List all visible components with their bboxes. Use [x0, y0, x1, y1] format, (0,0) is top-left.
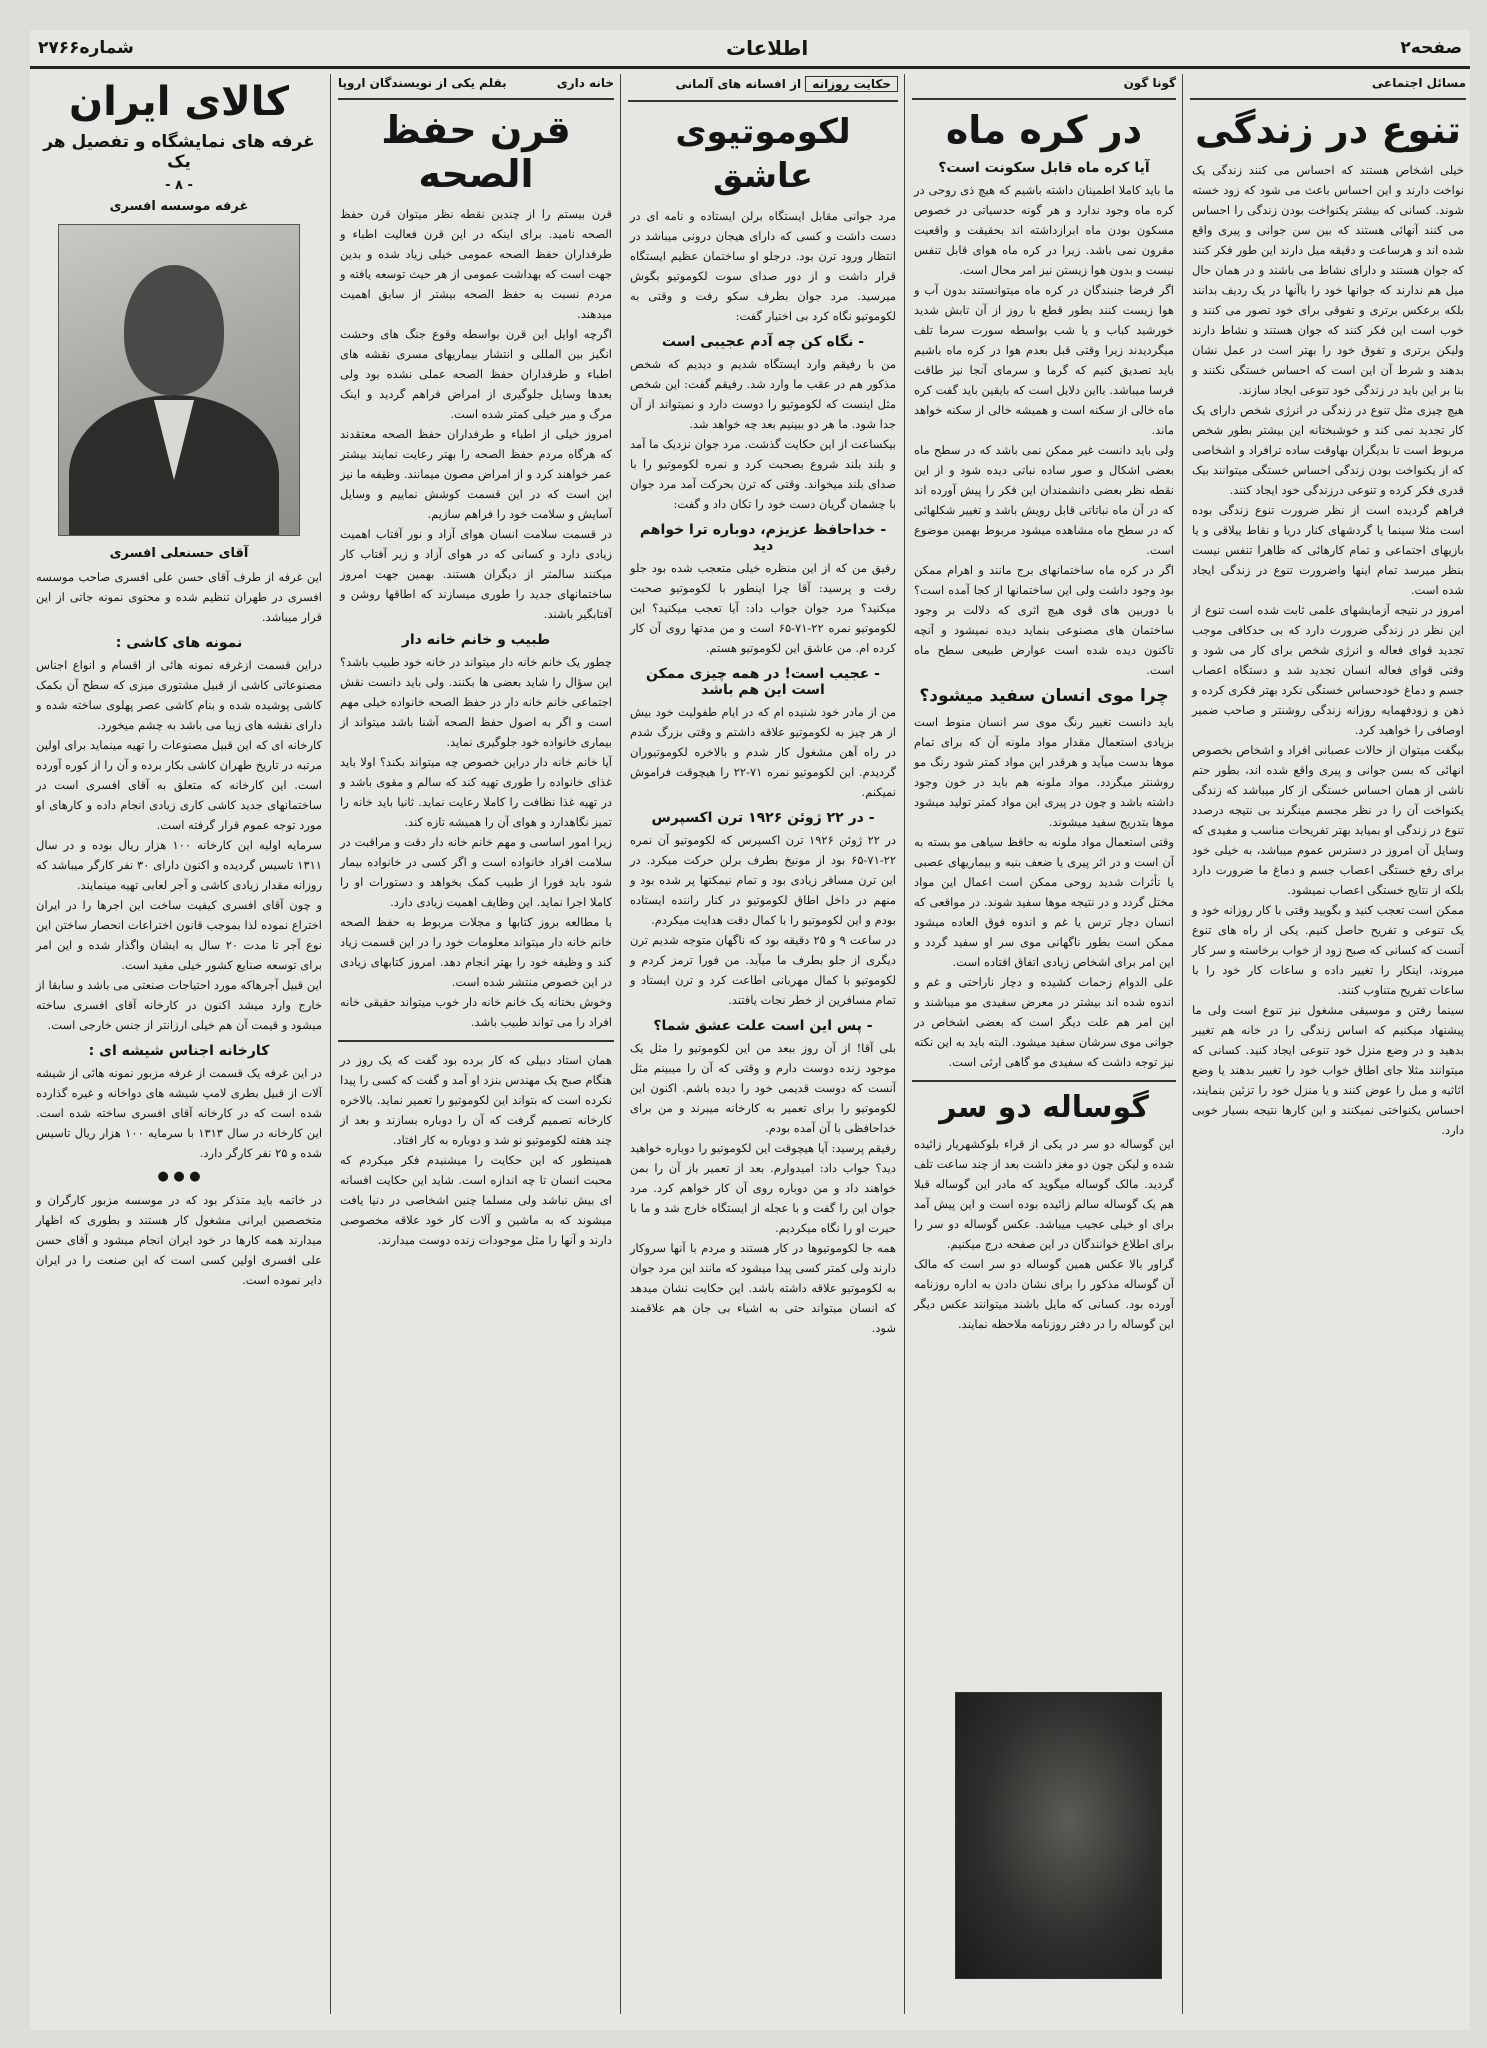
paragraph: من از مادر خود شنیده ام که در ایام طفولیت خود بیش از هر چیز به لکوموتیو علاقه داشتم و وقتی بزرگ شدم در راه آهن مشغول کار شدم و بالاخره لکوموتیوران گردیدم. این لکوموتیو نمره ۷۱-۲۲ را هیچوقت فراموش نمیکنم. [630, 705, 896, 799]
paragraph: وخوش بختانه یک خانم خانه دار خوب میتواند حقیقی خانه افراد را می تواند طبیب باشد. [340, 995, 612, 1029]
paragraph: هیچ چیزی مثل تنوع در زندگی در انرژی شخص دارای یک کار تجدید نمی کند و خوشبختانه این بیشتر بطور شخص مربوط است تا بدیگران بهاوقت ساده ترافراد و اشخاصی که از یکنواخت بودن زندگی احساس خستگی میتوانند بیک قدری فکر کرده و تنوعی درزندگی خود ایجاد کنند. [1192, 403, 1464, 497]
paragraph: اگرچه اوایل این قرن بواسطه وقوع جنگ های وحشت انگیز بین المللی و انتشار بیماریهای مسری نقشه های اطباء و طرفداران حفظ الصحه عملی نشده بود ولی بعدها وسایل جلوگیری از امراض فراهم گردید و اینک مرگ و میر خیلی کمتر شده است. [340, 327, 612, 421]
paragraph: ما باید کاملا اطمینان داشته باشیم که هیچ ذی روحی در کره ماه وجود ندارد و هر گونه حدسیاتی در خصوص مسکون بودن ماه ابرازداشته اند بحقیقت و واقعیت مقرون نمی باشد. زیرا در کره ماه هوای قابل تنفس نیست و بدون هوا زیستن نیز امر محال است. [914, 183, 1174, 277]
article-hygiene-century [334, 74, 618, 2014]
paragraph: ولی باید دانست غیر ممکن نمی باشد که در سطح ماه بعضی اشکال و صور ساده نباتی دیده شود و از این نقطه نظر بعضی دانشمندان این فکر را پیش آورده اند که در آن ماه نباتاتی قابل رویش باشد و تغییر شکلهائی که در سطح ماه مشاهده میشود مربوط بهمین موضوع است. [914, 443, 1174, 557]
paragraph: چطور یک خانم خانه دار میتواند در خانه خود طبیب باشد؟ این سؤال را شاید بعضی ها بکنند. ولی باید دانست نقش اجتماعی خانم خانه دار در حفظ الصحه خانواده خیلی مهم است و اگر به اصول حفظ الصحه آشنا باشد میتواند از بیماری خانواده خود جلوگیری نماید. [340, 655, 612, 749]
kicker-text: بقلم یکی از نویسندگان اروپا [338, 76, 507, 90]
article-title: لکوموتیوی عاشق [675, 112, 851, 196]
article-title: در کره ماه [945, 108, 1143, 152]
paragraph: با مطالعه بروز کتابها و مجلات مربوط به حفظ الصحه خانم خانه دار میتواند معلومات خود را در این قسمت زیاد کند و وظیفه خود را بهتر انجام دهد. امروز کتابهای زیادی در این خصوص منتشر شده است. [340, 915, 612, 989]
article-title: قرن حفظ الصحه [381, 108, 571, 196]
paragraph: همینطور که این حکایت را میشنیدم فکر میکردم که محبت انسان تا چه اندازه است. شاید این حکایت افسانه ای بیش نباشد ولی مسلما چنین اشخاصی در دنیا یافت میشوند که به ماشین و آلات کار خود علاقه مخصوصی دارند و آنها را مثل موجودات زنده دوست میدارند. [340, 1153, 612, 1247]
paragraph: امروز خیلی از اطباء و طرفداران حفظ الصحه معتقدند که هرگاه مردم حفظ الصحه را بهتر رعایت نمایند بیشتر عمر خواهند کرد و از امراض مصون میمانند. وظیفه ما نیز این است که در این قسمت کوشش نماییم و وسایل آسایش و سلامت خود را فراهم سازیم. [340, 427, 612, 521]
paragraph: در خاتمه باید متذکر بود که در موسسه مزبور کارگران و متخصصین ایرانی مشغول کار هستند و بطوری که اظهار میدارند همه کارها در خود ایران انجام میشود و آقای حسن علی افسری اولین کسی است که این صنعت را در ایران دایر نموده است. [36, 1193, 322, 1287]
paragraph: وقتی استعمال مواد ملونه به حافظ سیاهی مو بسته به آن است و در اثر پیری یا ضعف بنیه و بیماریهای عصبی یا تأثرات شدید روحی ممکن است اعمال این مواد مختل گردد و در نتیجه موها سفید شوند. در مواقعی که انسان دچار ترس یا غم و اندوه فوق العاده میشود ممکن است بطور ناگهانی موی سر او سفید گردد و این امر برای اشخاص زیادی اتفاق افتاده است. [914, 835, 1174, 969]
paragraph: در این غرفه یک قسمت از غرفه مزبور نمونه هائی از شیشه آلات از قبیل بطری لامپ شیشه های دواخانه و غیره گذارده شده است که در کارخانه آقای افسری ساخته شده است. این کارخانه در سال ۱۳۱۳ با سرمایه ۱۰۰ هزار ریال تاسیس شده و ۲۵ نفر کارگر دارد. [36, 1066, 323, 1160]
issue-number: شماره۲۷۶۶ [38, 38, 134, 58]
photo-caption: آقای حسنعلی افسری [109, 546, 249, 561]
article-social-variety [1186, 74, 1470, 2014]
divider [1190, 98, 1466, 100]
subheading: کارخانه اجناس شیشه ای : [88, 1043, 270, 1059]
section-kicker [338, 76, 614, 90]
section-kicker [628, 76, 898, 92]
kicker-box: حکایت روزانه [805, 76, 898, 92]
article-iran-goods [30, 74, 328, 2014]
kicker-text: از افسانه های آلمانی [675, 77, 802, 91]
section-kicker: مسائل اجتماعی [1371, 76, 1466, 90]
paragraph: رفیقم پرسید: آیا هیچوقت این لکوموتیو را دوباره خواهید دید؟ جواب داد: امیدوارم. بعد از تعمیر باز آن را بمن خواهند داد و من دوباره روی آن کار خواهم کرد. مرد جوان این را گفت و با عجله از ایستگاه خارج شد و ما با حیرت او را نگاه میکردیم. [630, 1141, 896, 1235]
divider [912, 1080, 1176, 1082]
portrait-photo [58, 224, 300, 536]
dialogue-line: - خداحافظ عزیزم، دوباره ترا خواهم دید [639, 522, 887, 554]
divider [912, 98, 1176, 100]
dialogue-line: - عجیب است! در همه چیزی ممکن است این هم باشد [646, 666, 880, 698]
article-subtitle: غرفه های نمایشگاه و تفصیل هر یک [43, 132, 315, 172]
paragraph: گراور بالا عکس همین گوساله دو سر است که مالک آن گوساله مذکور را برای نشان دادن به اداره روزنامه آورده بود. کسانی که مایل باشند میتوانند عکس دیگر این گوساله را در دفتر روزنامه ملاحظه نمایند. [914, 1257, 1174, 1331]
paragraph: در قسمت سلامت انسان هوای آزاد و نور آفتاب اهمیت زیادی دارد و کسانی که در هوای آزاد و زیر آفتاب کار میکنند سالمتر از دیگران هستند. بهمین جهت امروز ساختمانهای جدید را طوری میسازند که اطاقها روشن و آفتابگیر باشند. [340, 527, 612, 621]
paragraph: ممکن است تعجب کنید و بگویید وقتی با کار روزانه خود و یک تنوعی و تفریح حاصل کنیم. یکی از راه های تنوع آنست که کسانی که صبح زود از خواب برخاسته و سر کار میروند، اینکار را تغییر داده و ساعات کار خود را با ساعات تفریح متناوب کنند. [1192, 903, 1464, 997]
column-rule [904, 74, 905, 2014]
paragraph: و چون آقای افسری کیفیت ساخت این اجرها را در ایران اختراع نموده لذا بموجب قانون اختراعات انحصار ساختن این نوع آجر تا مدت ۲۰ سال به ایشان واگذار شده و این امر برای توسعه صنایع کشور خیلی مفید است. [36, 898, 322, 972]
dialogue-line: - نگاه کن چه آدم عجیبی است [661, 334, 865, 350]
paragraph: مرد جوانی مقابل ایستگاه برلن ایستاده و نامه ای در دست داشت و کسی که دارای هیجان درونی میباشد در انتظار ورود ترن بود. درجلو او ساختمان عظیم ایستگاه قرار داشت و از دور صدای سوت لکوموتیو بگوش میرسید. مرد جوان بطرف سکو رفت و وقتی به لکوموتیو نگاه کرد بی اختیار گفت: [630, 209, 896, 323]
divider [628, 100, 898, 102]
paragraph: اگر فرضا جنبندگان در کره ماه میتوانستند بدون آب و هوا زیست کنند بطور قطع با روز از آن تابش شدید خورشید کباب و یا شب بواسطه سورت سرما تلف میگردیدند زیرا وقتی قبل بعدم هوا در کره ماه باشیم باید تصدیق کنیم که گرما و سرمای آنجا نیز طاقت فرسا میباشد. بااین دلایل است که بایقین باید گفت کره ماه خالی از سکنه است و همیشه خالی از سکنه خواهد ماند. [914, 283, 1174, 437]
paragraph: کارخانه ای که این قبیل مصنوعات را تهیه مینماید برای اولین مرتبه در تاریخ طهران کاشی بکار برده و آن را از کوره آورده است. این کارخانه که متعلق به آقای افسری است در ساختمانهای جدید کاشی کاری زیادی انجام داده و کارهای او مورد توجه عموم قرار گرفته است. [36, 738, 322, 832]
two-headed-calf-photo [955, 1692, 1162, 1979]
dialogue-line: - پس این است علت عشق شما؟ [653, 1018, 873, 1034]
page-number: صفحه۲ [1400, 38, 1462, 58]
portrait-head [124, 265, 224, 395]
kicker-text: خانه داری [556, 76, 614, 90]
article-loving-locomotive [624, 74, 902, 2014]
paragraph: علی الدوام زحمات کشیده و دچار ناراحتی و غم و اندوه شده اند بیشتر در معرض سفیدی مو میباشند و این امر هم علت دیگر است که بعضی اشخاص در جوانی موی سرشان سفید میشود. البته باید به این نکته نیز توجه داشت که سفیدی مو گاهی ارثی است. [914, 975, 1174, 1069]
paragraph: در ساعت ۹ و ۲۵ دقیقه بود که ناگهان متوجه شدیم ترن دیگری از جلو بطرف ما میآید. من فورا ترمز کردم و لکوموتیو با کمال مهربانی اطاعت کرد و ترن ایستاد و تمام مسافرین از خطر نجات یافتند. [630, 933, 896, 1007]
paragraph: بلی آقا! از آن روز ببعد من این لکوموتیو را مثل یک موجود زنده دوست دارم و وقتی که آن را میبینم مثل آنست که دوست قدیمی خود را دیده باشم. اکنون این لکوموتیو را برای تعمیر به کارخانه میبرند و من برای خداحافظی با آن آمده بودم. [630, 1041, 896, 1135]
divider [338, 98, 614, 100]
subheading: آیا کره ماه قابل سکونت است؟ [938, 160, 1150, 176]
paragraph: فراهم گردیده است از نظر ضرورت تنوع زندگی بوده است مثلا سینما یا گردشهای کنار دریا و نقاط ییلاقی و یا بازیهای اجتماعی و تمام کارهائی که ظاهرا تنفس نیست بنظر میرسد تمام اینها واضرورت تنوع در زندگی ایجاد شده است. [1192, 503, 1464, 597]
dialogue-line: - در ۲۲ ژوئن ۱۹۲۶ ترن اکسپرس [651, 810, 875, 826]
section-kicker: گونا گون [1123, 76, 1176, 90]
paragraph: آیا خانم خانه دار دراین خصوص چه میتواند بکند؟ اولا باید غذای خانواده را طوری تهیه کند که سالم و مقوی باشد و در تهیه غذا نظافت را کاملا رعایت نماید. ثانیا باید خانه را تمیز نگاهدارد و هوای آن را همیشه تازه کند. [340, 755, 612, 829]
subheading: نمونه های کاشی : [115, 635, 243, 651]
paragraph: رفیق من که از این منظره خیلی متعجب شده بود جلو رفت و پرسید: آقا چرا اینطور با لکوموتیو صحبت میکنید؟ مرد جوان جواب داد: آیا تعجب میکنید؟ این لکوموتیو نمره ۲۲-۷۱-۶۵ است و من مدتها روی آن کار کرده ام. من عاشق این لکوموتیو هستم. [630, 561, 896, 655]
paragraph: سرمایه اولیه این کارخانه ۱۰۰ هزار ریال بوده و در سال ۱۳۱۱ تاسیس گردیده و اکنون دارای ۳۰ نفر کارگر میباشد که روزانه مقدار زیادی کاشی و آجر لعابی تهیه مینمایند. [36, 838, 323, 892]
paragraph: بیکساعت از این حکایت گذشت. مرد جوان نزدیک ما آمد و بلند بلند شروع بصحبت کرد و نمره لکوموتیو را با صدای بلند میخواند. وقتی که ترن بحرکت آمد مرد جوان با چشمان گریان دست خود را تکان داد و گفت: [630, 437, 896, 511]
paragraph: بیگفت میتوان از حالات عصبانی افراد و اشخاص بخصوص انهائی که بسن جوانی و پیری واقع شده اند، بطور حتم ناشی از همان احساس خستگی از کار میباشد که زندگی یکنواخت آن را در نظر مجسم مینگرند بی نتیجه درصدد تنوع در زندگی او بمیاید بهتر تفریحات مناسب و مفیدی که وسایل آن امروز در دسترس عموم میباشد، به خیلی خود برای رفع خستگی اعصاب جسم و دماغ ما ضرورت دارد بلکه از نتایج خستگی اعصاب نمیشود. [1192, 743, 1464, 897]
paper-name: اطلاعات [726, 36, 809, 60]
part-number: - ۸ - [165, 178, 193, 193]
paragraph: دراین قسمت ازغرفه نمونه هائی از اقسام و انواع اجناس مصنوعاتی کاشی از قبیل مشتوری میزی که سطح آن بکمک کاشی پوشیده شده و بنام کاشی عصر پهلوی ساخته شده و دارای نقشه های زیبا می باشد به چشم میخورد. [36, 658, 322, 732]
newspaper-page [30, 30, 1470, 2030]
paragraph: خیلی اشخاص هستند که احساس می کنند زندگی یک نواخت دارند و این احساس باعث می شود که زود خسته شوند. کسانی که بیشتر یکنواخت بودن زندگی را احساس می کنند آنهائی هستند که بین سن جوانی و پیری واقع شده اند و هرساعت و دقیقه میل دارند این طور فکر کنند که جوان هستند و دارای نشاط می باشند و در همان حال میل هم ندارند که جوانها خود را باآنها در یک ردیف بدانند بلکه برعکس برتری و تفوقی برای خود تصور می کنند و خوب است این فکر کنند که جوان هستند و نشاط دارند ولیکن برتری و تفوق خود را بهتر است در عمل نشان بدهند و شرط آن این است که احساس خستگی نکنند و بنا بر این باید در زندگی خود تنوعی ایجاد سازند. [1192, 163, 1464, 397]
separator-dots: ● ● ● [157, 1169, 201, 1184]
column-rule [330, 74, 331, 2014]
booth-title: غرفه موسسه افسری [109, 199, 249, 214]
paragraph: باید دانست تغییر رنگ موی سر انسان منوط است بزیادی استعمال مقدار مواد ملونه آن که برای تمام موها بدست میآید و هرقدر این مواد کمتر شود رنگ مو روشنتر میگردد. مواد ملونه هم باید در خون وجود داشته باشد و چون در پیری این مواد کمتر تولید میشود موها بتدریج سفید میشوند. [914, 715, 1174, 829]
paragraph: زیرا امور اساسی و مهم خانم خانه دار دقت و مراقبت در سلامت افراد خانواده است و اگر کسی در خانواده بیمار شود باید فورا از طبیب کمک بخواهد و دستورات او را کاملا اجرا نماید. این وظایف اهمیت زیادی دارد. [340, 835, 612, 909]
paragraph: امروز در نتیجه آزمایشهای علمی ثابت شده است تنوع از این نظر در زندگی ضرورت دارد که بی حدکافی موجب تجدید قوای فعاله و انرژی شخص برای کار می شود و وقتی قوای فعاله انسان تجدید شد و دستگاه اعصاب جسم و دماغ خودحساس خستگی نکرد بهتر فکری کرده و ذهن و زودفهمایه روزانه زندگی روشنتر و صاحب ضمیر اوصافی را خواهید کرد. [1192, 603, 1464, 737]
article-title: کالای ایران [68, 79, 290, 125]
subheading: چرا موی انسان سفید میشود؟ [919, 686, 1169, 706]
column-rule [1182, 74, 1183, 2014]
subheading: گوساله دو سر [939, 1090, 1149, 1125]
masthead [30, 30, 1470, 69]
paragraph: سینما رفتن و موسیقی مشغول نیز تنوع است ولی ما پیشنهاد میکنیم که اساس زندگی را در خانه هم تغییر بدهید و در وضع منزل خود تنوعی ایجاد کنید. کسانی که میتوانند مثلا جای اطاق خواب خود را تغییر بدهند یا وضع اثاثیه و مبل را عوض کنند و یا منزل خود را تزئین بنمایند، احساس یکنواختی نمیکنند و این کارها نتیجه بسیار خوبی دارد. [1192, 1003, 1464, 1137]
paragraph: در ۲۲ ژوئن ۱۹۲۶ ترن اکسپرس که لکوموتیو آن نمره ۲۲-۷۱-۶۵ بود از مونیخ بطرف برلن حرکت میکرد. در این ترن مسافر زیادی بود و تمام نیمکتها پر شده بود و منهم در داخل اطاق لکوموتیو در کنار راننده ایستاده بودم و این لکوموتیو را با کمال دقت هدایت میکردم. [630, 833, 897, 927]
paragraph: اگر در کره ماه ساختمانهای برج مانند و اهرام ممکن بود وجود داشت ولی این ساختمانها از کجا آمده است؟ با دوربین های قوی هیچ اثری که دلالت بر وجود ساختمان های مصنوعی بنماید دیده نمیشود و آنچه تاکنون دیده شده است عوارض طبیعی سطح ماه است. [914, 563, 1174, 677]
paragraph: همان استاد دبیلی که کار برده بود گفت که یک روز در هنگام صبح یک مهندس بنزد او آمد و گفت که کسی را پیدا نکرده است که بتواند این لکوموتیو را تعمیر نماید. بالاخره کارخانه تصمیم گرفت که آن را دوباره بسازند و بعد از چند هفته لکوموتیو نو شد و دوباره به کار افتاد. [340, 1053, 612, 1147]
divider [338, 1040, 614, 1042]
paragraph: این گوساله دو سر در یکی از قراء بلوکشهریار زائیده شده و لیکن چون دو مغز داشت بعد از چند ساعت تلف گردید. مالک گوساله میگوید که مادر این گوساله قبلا هم یک گوساله سالم زائیده بوده است و این پیش آمد برای او خیلی عجیب میباشد. عکس گوساله دو سر را برای اطلاع خوانندگان در این صفحه درج میکنیم. [914, 1137, 1174, 1251]
paragraph: من با رفیقم وارد ایستگاه شدیم و دیدیم که شخص مذکور هم در عقب ما وارد شد. رفیقم گفت: این شخص مثل اینست که لکوموتیو را دوست دارد و نمیتواند از آن جدا شود. ما هر دو ببینیم بعد چه خواهد شد. [630, 357, 896, 431]
paragraph: قرن بیستم را از چندین نقطه نظر میتوان قرن حفظ الصحه نامید. برای اینکه در این قرن فعالیت اطباء و طرفداران حفظ الصحه عمومی خیلی زیاد شده و بدین جهت است که بهداشت عمومی از هر حیث توسعه یافته و مردم نسبت به حفظ الصحه بیشتر از سابق اهمیت میدهند. [340, 207, 612, 321]
paragraph: این قبیل آجرهاکه مورد احتیاجات صنعتی می باشد و سابقا از خارج وارد میشد اکنون در کارخانه آقای افسری ساخته میشود و قیمت آن هم خیلی ارزانتر از جنس خارجی است. [36, 978, 322, 1032]
subheading: طبیب و خانم خانه دار [401, 632, 551, 648]
paragraph: این غرفه از طرف آقای حسن علی افسری صاحب موسسه افسری در طهران تنظیم شده و محتوی نمونه جاتی از این قرار میباشد. [36, 570, 322, 624]
column-rule [620, 74, 621, 2014]
article-title: تنوع در زندگی [1194, 108, 1462, 152]
paragraph: همه جا لکوموتیوها در کار هستند و مردم با آنها سروکار دارند ولی کمتر کسی پیدا میشود که مانند این مرد جوان به لکوموتیو علاقه داشته باشد. این حکایت نشان میدهد که انسان میتواند حتی به اشیاء بی جان هم علاقمند شود. [630, 1241, 896, 1335]
